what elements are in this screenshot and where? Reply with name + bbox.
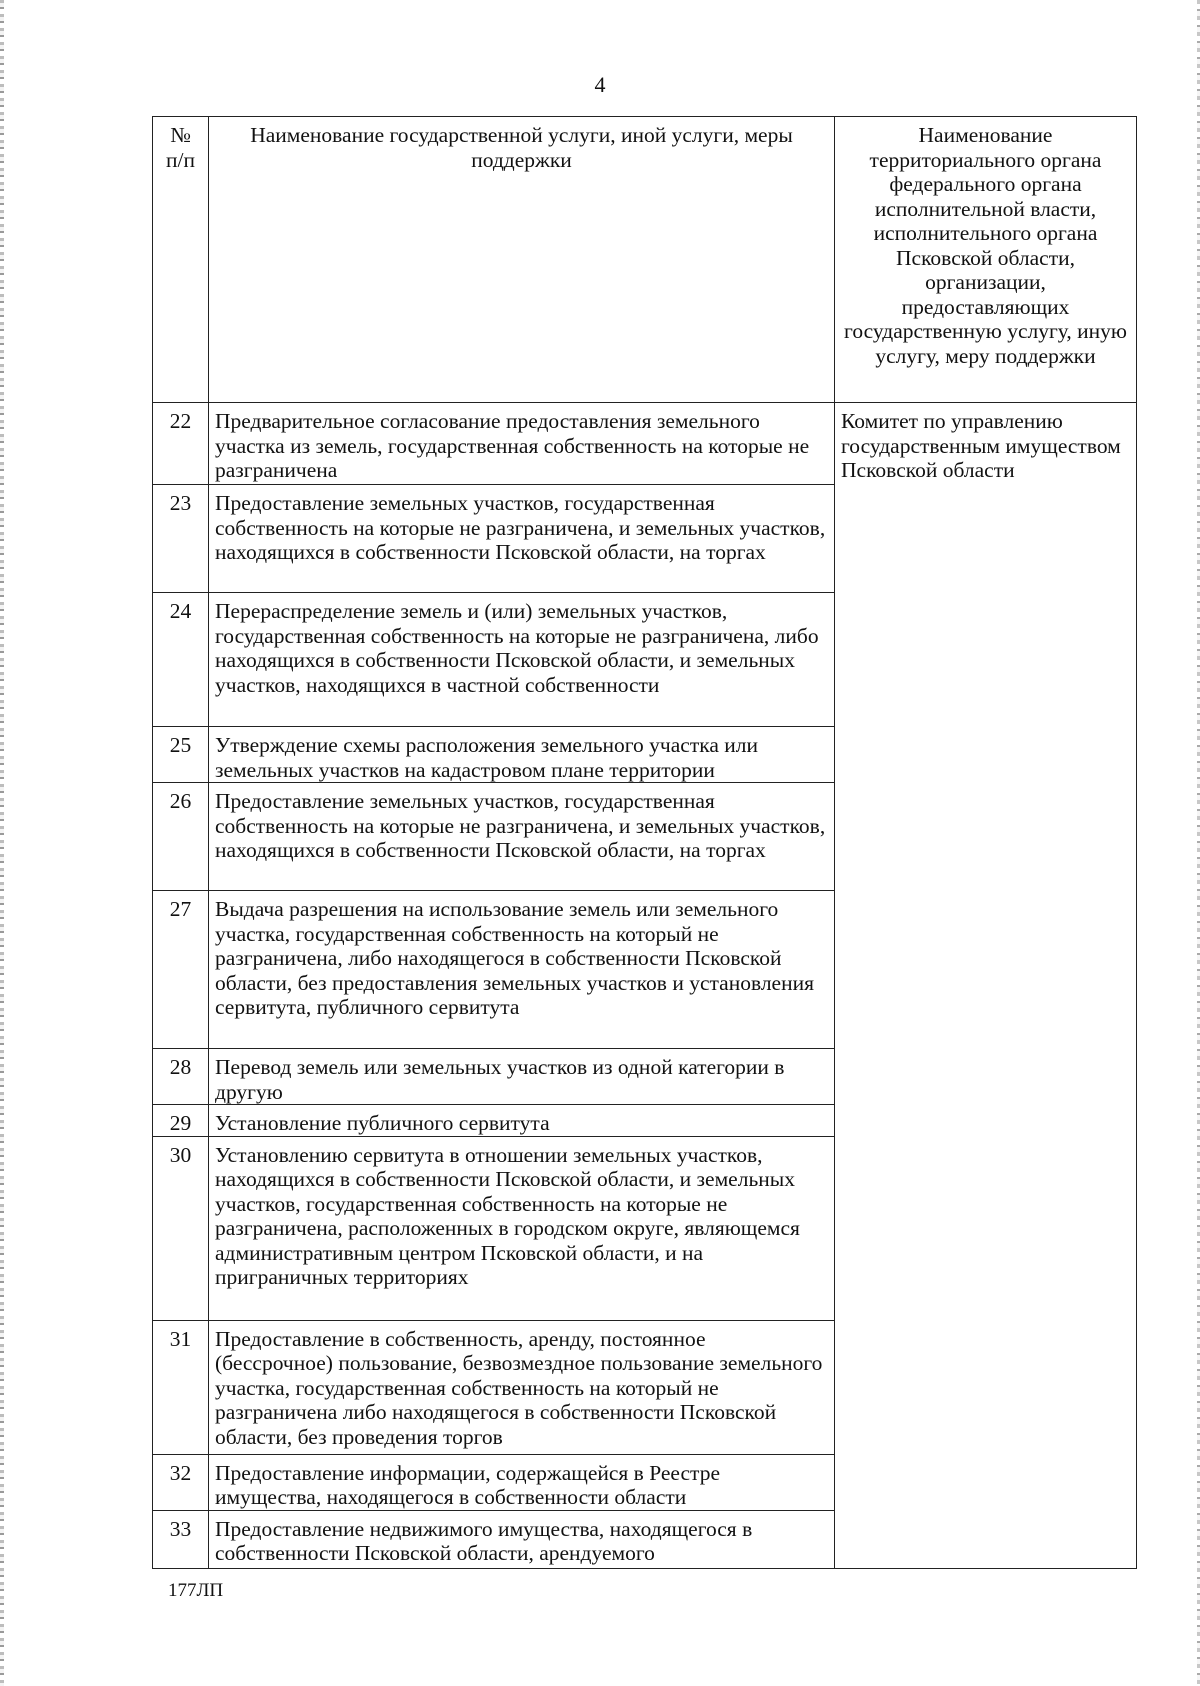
header-org: Наименование территориального органа федерального органа исполнительной власти, исполнительного органа Псковской области, организации, предоставляющих государственную услугу, иную услугу, меру поддержки [835, 117, 1137, 403]
row-number: 28 [153, 1049, 209, 1105]
header-name: Наименование государственной услуги, иной услуги, меры поддержки [209, 117, 835, 403]
service-name: Перераспределение земель и (или) земельных участков, государственная собственность на которые не разграничена, либо находящихся в собственности Псковской области, и земельных участков, находящихся в частной собственности [209, 593, 835, 727]
row-number: 26 [153, 783, 209, 891]
service-name: Перевод земель или земельных участков из одной категории в другую [209, 1049, 835, 1105]
row-number: 29 [153, 1105, 209, 1137]
table-row [153, 403, 1137, 485]
row-number: 24 [153, 593, 209, 727]
page-number: 4 [594, 72, 606, 97]
row-number: 25 [153, 727, 209, 783]
row-number: 33 [153, 1510, 209, 1568]
table-header-row [153, 117, 1137, 403]
organization-name: Комитет по управлению государственным имуществом Псковской области [835, 403, 1137, 1569]
service-name: Предоставление недвижимого имущества, находящегося в собственности Псковской области, арендуемого [209, 1510, 835, 1568]
row-number: 23 [153, 485, 209, 593]
service-name: Предварительное согласование предоставления земельного участка из земель, государственная собственность на которые не разграничена [209, 403, 835, 485]
row-number: 22 [153, 403, 209, 485]
row-number: 30 [153, 1136, 209, 1320]
header-num: № п/п [153, 117, 209, 403]
service-name: Предоставление земельных участков, государственная собственность на которые не разграничена, и земельных участков, находящихся в собственности Псковской области, на торгах [209, 485, 835, 593]
row-number: 31 [153, 1320, 209, 1454]
service-name: Предоставление информации, содержащейся в Реестре имущества, находящегося в собственности области [209, 1454, 835, 1510]
scan-edge-left [0, 0, 4, 1686]
service-name: Выдача разрешения на использование земель или земельного участка, государственная собственность на который не разграничена, либо находящегося в собственности Псковской области, без предоставления земельных участков и установления сервитута, публичного сервитута [209, 891, 835, 1049]
services-table [152, 116, 1137, 1569]
service-name: Установлению сервитута в отношении земельных участков, находящихся в собственности Псковской области, и земельных участков, государственная собственность на которые не разграничена, расположенных в городском округе, являющемся административным центром Псковской области, и на приграничных территориях [209, 1136, 835, 1320]
service-name: Предоставление земельных участков, государственная собственность на которые не разграничена, и земельных участков, находящихся в собственности Псковской области, на торгах [209, 783, 835, 891]
row-number: 27 [153, 891, 209, 1049]
service-name: Предоставление в собственность, аренду, постоянное (бессрочное) пользование, безвозмездное пользование земельного участка, государственная собственность на который не разграничена либо находящегося в собственности Псковской области, без проведения торгов [209, 1320, 835, 1454]
row-number: 32 [153, 1454, 209, 1510]
footer-code: 177ЛП [168, 1580, 224, 1601]
service-name: Утверждение схемы расположения земельного участка или земельных участков на кадастровом плане территории [209, 727, 835, 783]
service-name: Установление публичного сервитута [209, 1105, 835, 1137]
